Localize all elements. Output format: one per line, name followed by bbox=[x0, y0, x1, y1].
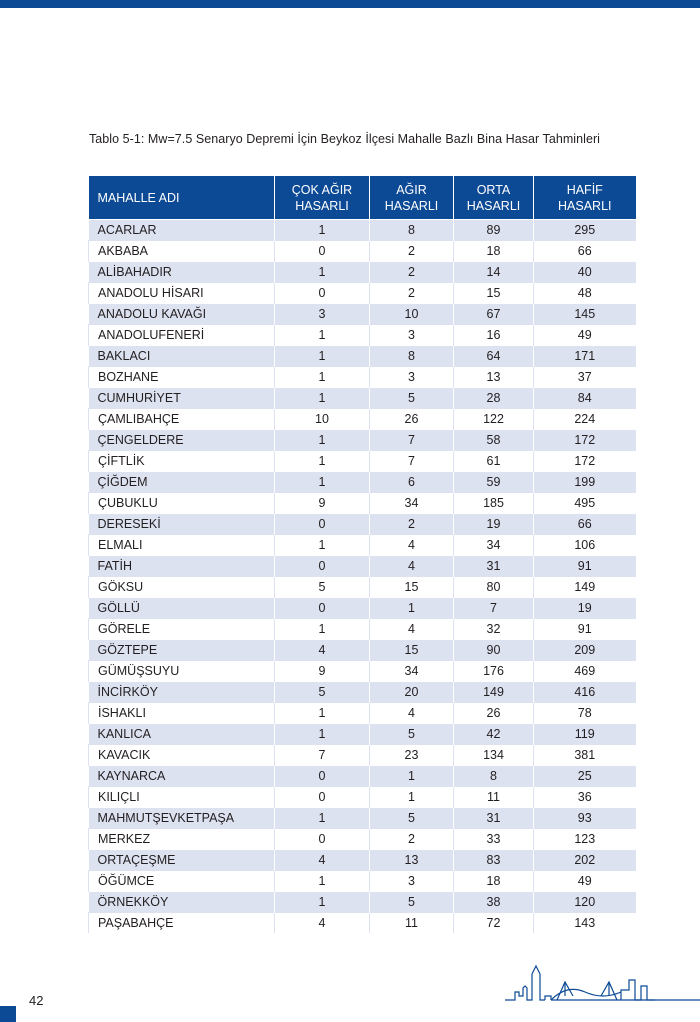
cell-agir-value: 3 bbox=[370, 367, 454, 388]
cell-mahalle-name: ALİBAHADIR bbox=[89, 262, 275, 283]
table-row bbox=[89, 556, 636, 577]
page-number: 42 bbox=[29, 993, 44, 1008]
cell-orta-value: 64 bbox=[454, 346, 534, 367]
cell-orta-value: 61 bbox=[454, 451, 534, 472]
table-row bbox=[89, 661, 636, 682]
cell-cok-agir-value: 9 bbox=[275, 493, 370, 514]
cell-hafif-value: 48 bbox=[534, 283, 636, 304]
cell-cok-agir-value: 9 bbox=[275, 661, 370, 682]
cell-mahalle-name: CUMHURİYET bbox=[89, 388, 275, 409]
cell-mahalle-name: MAHMUTŞEVKETPAŞA bbox=[89, 808, 275, 829]
table-row bbox=[89, 451, 636, 472]
cell-cok-agir-value: 0 bbox=[275, 598, 370, 619]
cell-agir-value: 2 bbox=[370, 262, 454, 283]
cell-orta-value: 31 bbox=[454, 808, 534, 829]
cell-hafif-value: 119 bbox=[534, 724, 636, 745]
table-row bbox=[89, 262, 636, 283]
cell-agir-value: 1 bbox=[370, 787, 454, 808]
cell-hafif-value: 171 bbox=[534, 346, 636, 367]
cell-cok-agir-value: 1 bbox=[275, 367, 370, 388]
cell-hafif-value: 19 bbox=[534, 598, 636, 619]
cell-mahalle-name: İSHAKLI bbox=[89, 703, 275, 724]
cell-mahalle-name: KAVACIK bbox=[89, 745, 275, 766]
table-row bbox=[89, 850, 636, 871]
cell-cok-agir-value: 1 bbox=[275, 220, 370, 241]
cell-orta-value: 11 bbox=[454, 787, 534, 808]
cell-mahalle-name: GÖLLÜ bbox=[89, 598, 275, 619]
cell-agir-value: 5 bbox=[370, 388, 454, 409]
table-row bbox=[89, 598, 636, 619]
cell-mahalle-name: KANLICA bbox=[89, 724, 275, 745]
table-row bbox=[89, 913, 636, 934]
cell-mahalle-name: ÖRNEKKÖY bbox=[89, 892, 275, 913]
cell-mahalle-name: ÇUBUKLU bbox=[89, 493, 275, 514]
header-orta-hasarli: ORTA HASARLI bbox=[454, 176, 534, 220]
table-row bbox=[89, 535, 636, 556]
cell-cok-agir-value: 0 bbox=[275, 241, 370, 262]
cell-cok-agir-value: 5 bbox=[275, 682, 370, 703]
cell-cok-agir-value: 5 bbox=[275, 577, 370, 598]
cell-hafif-value: 209 bbox=[534, 640, 636, 661]
table-row bbox=[89, 640, 636, 661]
cell-cok-agir-value: 0 bbox=[275, 829, 370, 850]
cell-cok-agir-value: 3 bbox=[275, 304, 370, 325]
cell-agir-value: 2 bbox=[370, 241, 454, 262]
cell-hafif-value: 91 bbox=[534, 556, 636, 577]
cell-agir-value: 4 bbox=[370, 556, 454, 577]
cell-agir-value: 1 bbox=[370, 766, 454, 787]
header-agir-hasarli: AĞIR HASARLI bbox=[370, 176, 454, 220]
cell-orta-value: 16 bbox=[454, 325, 534, 346]
cell-agir-value: 3 bbox=[370, 871, 454, 892]
cell-hafif-value: 295 bbox=[534, 220, 636, 241]
table-row bbox=[89, 808, 636, 829]
cell-agir-value: 8 bbox=[370, 220, 454, 241]
cell-agir-value: 2 bbox=[370, 283, 454, 304]
cell-mahalle-name: GÖKSU bbox=[89, 577, 275, 598]
cell-hafif-value: 78 bbox=[534, 703, 636, 724]
cell-hafif-value: 40 bbox=[534, 262, 636, 283]
cell-hafif-value: 199 bbox=[534, 472, 636, 493]
cell-agir-value: 2 bbox=[370, 829, 454, 850]
cell-orta-value: 14 bbox=[454, 262, 534, 283]
cell-agir-value: 4 bbox=[370, 619, 454, 640]
cell-hafif-value: 202 bbox=[534, 850, 636, 871]
cell-orta-value: 15 bbox=[454, 283, 534, 304]
table-row bbox=[89, 703, 636, 724]
cell-hafif-value: 84 bbox=[534, 388, 636, 409]
cell-agir-value: 4 bbox=[370, 703, 454, 724]
cell-agir-value: 2 bbox=[370, 514, 454, 535]
cell-orta-value: 185 bbox=[454, 493, 534, 514]
cell-cok-agir-value: 1 bbox=[275, 619, 370, 640]
table-row bbox=[89, 304, 636, 325]
cell-hafif-value: 106 bbox=[534, 535, 636, 556]
cell-agir-value: 34 bbox=[370, 493, 454, 514]
cell-mahalle-name: PAŞABAHÇE bbox=[89, 913, 275, 934]
cell-hafif-value: 143 bbox=[534, 913, 636, 934]
cell-agir-value: 26 bbox=[370, 409, 454, 430]
cell-orta-value: 72 bbox=[454, 913, 534, 934]
cell-agir-value: 3 bbox=[370, 325, 454, 346]
cell-hafif-value: 66 bbox=[534, 241, 636, 262]
cell-agir-value: 1 bbox=[370, 598, 454, 619]
cell-cok-agir-value: 0 bbox=[275, 766, 370, 787]
cell-orta-value: 67 bbox=[454, 304, 534, 325]
cell-cok-agir-value: 1 bbox=[275, 892, 370, 913]
cell-mahalle-name: ÇENGELDERE bbox=[89, 430, 275, 451]
cell-mahalle-name: AKBABA bbox=[89, 241, 275, 262]
table-row bbox=[89, 766, 636, 787]
cell-hafif-value: 93 bbox=[534, 808, 636, 829]
cell-cok-agir-value: 1 bbox=[275, 724, 370, 745]
cell-agir-value: 11 bbox=[370, 913, 454, 934]
cell-cok-agir-value: 1 bbox=[275, 388, 370, 409]
cell-hafif-value: 469 bbox=[534, 661, 636, 682]
cell-orta-value: 89 bbox=[454, 220, 534, 241]
cell-orta-value: 34 bbox=[454, 535, 534, 556]
cell-agir-value: 23 bbox=[370, 745, 454, 766]
cell-hafif-value: 495 bbox=[534, 493, 636, 514]
cell-mahalle-name: MERKEZ bbox=[89, 829, 275, 850]
table-row bbox=[89, 619, 636, 640]
cell-hafif-value: 36 bbox=[534, 787, 636, 808]
cell-hafif-value: 49 bbox=[534, 871, 636, 892]
cell-orta-value: 19 bbox=[454, 514, 534, 535]
cell-hafif-value: 145 bbox=[534, 304, 636, 325]
cell-cok-agir-value: 1 bbox=[275, 703, 370, 724]
cell-agir-value: 7 bbox=[370, 451, 454, 472]
cell-cok-agir-value: 1 bbox=[275, 325, 370, 346]
cell-orta-value: 7 bbox=[454, 598, 534, 619]
cell-mahalle-name: ANADOLUFENERİ bbox=[89, 325, 275, 346]
cell-orta-value: 32 bbox=[454, 619, 534, 640]
cell-cok-agir-value: 7 bbox=[275, 745, 370, 766]
table-row bbox=[89, 493, 636, 514]
cell-cok-agir-value: 1 bbox=[275, 808, 370, 829]
cell-orta-value: 134 bbox=[454, 745, 534, 766]
cell-agir-value: 5 bbox=[370, 892, 454, 913]
cell-cok-agir-value: 1 bbox=[275, 430, 370, 451]
table-row bbox=[89, 367, 636, 388]
cell-orta-value: 149 bbox=[454, 682, 534, 703]
cell-agir-value: 15 bbox=[370, 640, 454, 661]
cell-orta-value: 90 bbox=[454, 640, 534, 661]
corner-accent-block bbox=[0, 1006, 16, 1022]
cell-orta-value: 33 bbox=[454, 829, 534, 850]
table-row bbox=[89, 388, 636, 409]
table-row bbox=[89, 472, 636, 493]
cell-hafif-value: 416 bbox=[534, 682, 636, 703]
cell-mahalle-name: ACARLAR bbox=[89, 220, 275, 241]
cell-mahalle-name: GÖZTEPE bbox=[89, 640, 275, 661]
cell-mahalle-name: ÖĞÜMCE bbox=[89, 871, 275, 892]
cell-cok-agir-value: 1 bbox=[275, 451, 370, 472]
cell-orta-value: 26 bbox=[454, 703, 534, 724]
table-row bbox=[89, 220, 636, 241]
cell-agir-value: 7 bbox=[370, 430, 454, 451]
cell-cok-agir-value: 0 bbox=[275, 556, 370, 577]
cell-mahalle-name: GÖRELE bbox=[89, 619, 275, 640]
city-skyline-bridge-icon bbox=[505, 962, 700, 1007]
cell-agir-value: 34 bbox=[370, 661, 454, 682]
cell-orta-value: 58 bbox=[454, 430, 534, 451]
cell-orta-value: 42 bbox=[454, 724, 534, 745]
top-accent-band bbox=[0, 0, 700, 8]
cell-orta-value: 13 bbox=[454, 367, 534, 388]
cell-hafif-value: 66 bbox=[534, 514, 636, 535]
table-row bbox=[89, 724, 636, 745]
cell-orta-value: 59 bbox=[454, 472, 534, 493]
table-row bbox=[89, 346, 636, 367]
cell-mahalle-name: DERESEKİ bbox=[89, 514, 275, 535]
cell-cok-agir-value: 4 bbox=[275, 850, 370, 871]
cell-orta-value: 176 bbox=[454, 661, 534, 682]
cell-orta-value: 38 bbox=[454, 892, 534, 913]
cell-cok-agir-value: 1 bbox=[275, 871, 370, 892]
cell-mahalle-name: ÇİĞDEM bbox=[89, 472, 275, 493]
cell-agir-value: 20 bbox=[370, 682, 454, 703]
cell-agir-value: 6 bbox=[370, 472, 454, 493]
cell-mahalle-name: İNCİRKÖY bbox=[89, 682, 275, 703]
cell-mahalle-name: BAKLACI bbox=[89, 346, 275, 367]
cell-cok-agir-value: 0 bbox=[275, 787, 370, 808]
cell-mahalle-name: KAYNARCA bbox=[89, 766, 275, 787]
cell-cok-agir-value: 0 bbox=[275, 283, 370, 304]
header-cok-agir-hasarli: ÇOK AĞIR HASARLI bbox=[275, 176, 370, 220]
cell-orta-value: 18 bbox=[454, 241, 534, 262]
cell-mahalle-name: ELMALI bbox=[89, 535, 275, 556]
cell-mahalle-name: FATİH bbox=[89, 556, 275, 577]
table-row bbox=[89, 745, 636, 766]
cell-cok-agir-value: 0 bbox=[275, 514, 370, 535]
cell-mahalle-name: BOZHANE bbox=[89, 367, 275, 388]
cell-mahalle-name: ANADOLU KAVAĞI bbox=[89, 304, 275, 325]
cell-hafif-value: 381 bbox=[534, 745, 636, 766]
table-row bbox=[89, 829, 636, 850]
damage-estimate-table bbox=[88, 176, 636, 933]
table-row bbox=[89, 787, 636, 808]
cell-mahalle-name: ANADOLU HİSARI bbox=[89, 283, 275, 304]
cell-hafif-value: 172 bbox=[534, 451, 636, 472]
cell-cok-agir-value: 10 bbox=[275, 409, 370, 430]
cell-cok-agir-value: 1 bbox=[275, 346, 370, 367]
cell-orta-value: 83 bbox=[454, 850, 534, 871]
cell-orta-value: 18 bbox=[454, 871, 534, 892]
table-row bbox=[89, 409, 636, 430]
table-row bbox=[89, 892, 636, 913]
cell-mahalle-name: KILIÇLI bbox=[89, 787, 275, 808]
cell-agir-value: 4 bbox=[370, 535, 454, 556]
cell-cok-agir-value: 4 bbox=[275, 913, 370, 934]
table-header-row bbox=[89, 176, 636, 220]
cell-hafif-value: 149 bbox=[534, 577, 636, 598]
cell-hafif-value: 123 bbox=[534, 829, 636, 850]
cell-cok-agir-value: 1 bbox=[275, 535, 370, 556]
table-body bbox=[89, 220, 636, 934]
cell-hafif-value: 37 bbox=[534, 367, 636, 388]
cell-hafif-value: 224 bbox=[534, 409, 636, 430]
cell-cok-agir-value: 1 bbox=[275, 262, 370, 283]
cell-hafif-value: 49 bbox=[534, 325, 636, 346]
cell-agir-value: 5 bbox=[370, 808, 454, 829]
table-row bbox=[89, 430, 636, 451]
table-row bbox=[89, 283, 636, 304]
cell-hafif-value: 172 bbox=[534, 430, 636, 451]
cell-orta-value: 28 bbox=[454, 388, 534, 409]
table-row bbox=[89, 682, 636, 703]
cell-agir-value: 10 bbox=[370, 304, 454, 325]
cell-orta-value: 31 bbox=[454, 556, 534, 577]
header-mahalle-adi: MAHALLE ADI bbox=[89, 176, 275, 220]
cell-mahalle-name: GÜMÜŞSUYU bbox=[89, 661, 275, 682]
cell-orta-value: 8 bbox=[454, 766, 534, 787]
cell-agir-value: 13 bbox=[370, 850, 454, 871]
cell-hafif-value: 91 bbox=[534, 619, 636, 640]
cell-agir-value: 8 bbox=[370, 346, 454, 367]
header-hafif-hasarli: HAFİF HASARLI bbox=[534, 176, 636, 220]
cell-orta-value: 80 bbox=[454, 577, 534, 598]
table-row bbox=[89, 241, 636, 262]
table-caption: Tablo 5-1: Mw=7.5 Senaryo Depremi İçin Beykoz İlçesi Mahalle Bazlı Bina Hasar Tahminleri bbox=[89, 132, 600, 146]
cell-mahalle-name: ÇAMLIBAHÇE bbox=[89, 409, 275, 430]
cell-mahalle-name: ÇİFTLİK bbox=[89, 451, 275, 472]
table-row bbox=[89, 325, 636, 346]
cell-mahalle-name: ORTAÇEŞME bbox=[89, 850, 275, 871]
cell-cok-agir-value: 4 bbox=[275, 640, 370, 661]
cell-hafif-value: 25 bbox=[534, 766, 636, 787]
table-row bbox=[89, 871, 636, 892]
table-row bbox=[89, 514, 636, 535]
cell-hafif-value: 120 bbox=[534, 892, 636, 913]
cell-agir-value: 15 bbox=[370, 577, 454, 598]
cell-orta-value: 122 bbox=[454, 409, 534, 430]
table-row bbox=[89, 577, 636, 598]
cell-agir-value: 5 bbox=[370, 724, 454, 745]
cell-cok-agir-value: 1 bbox=[275, 472, 370, 493]
